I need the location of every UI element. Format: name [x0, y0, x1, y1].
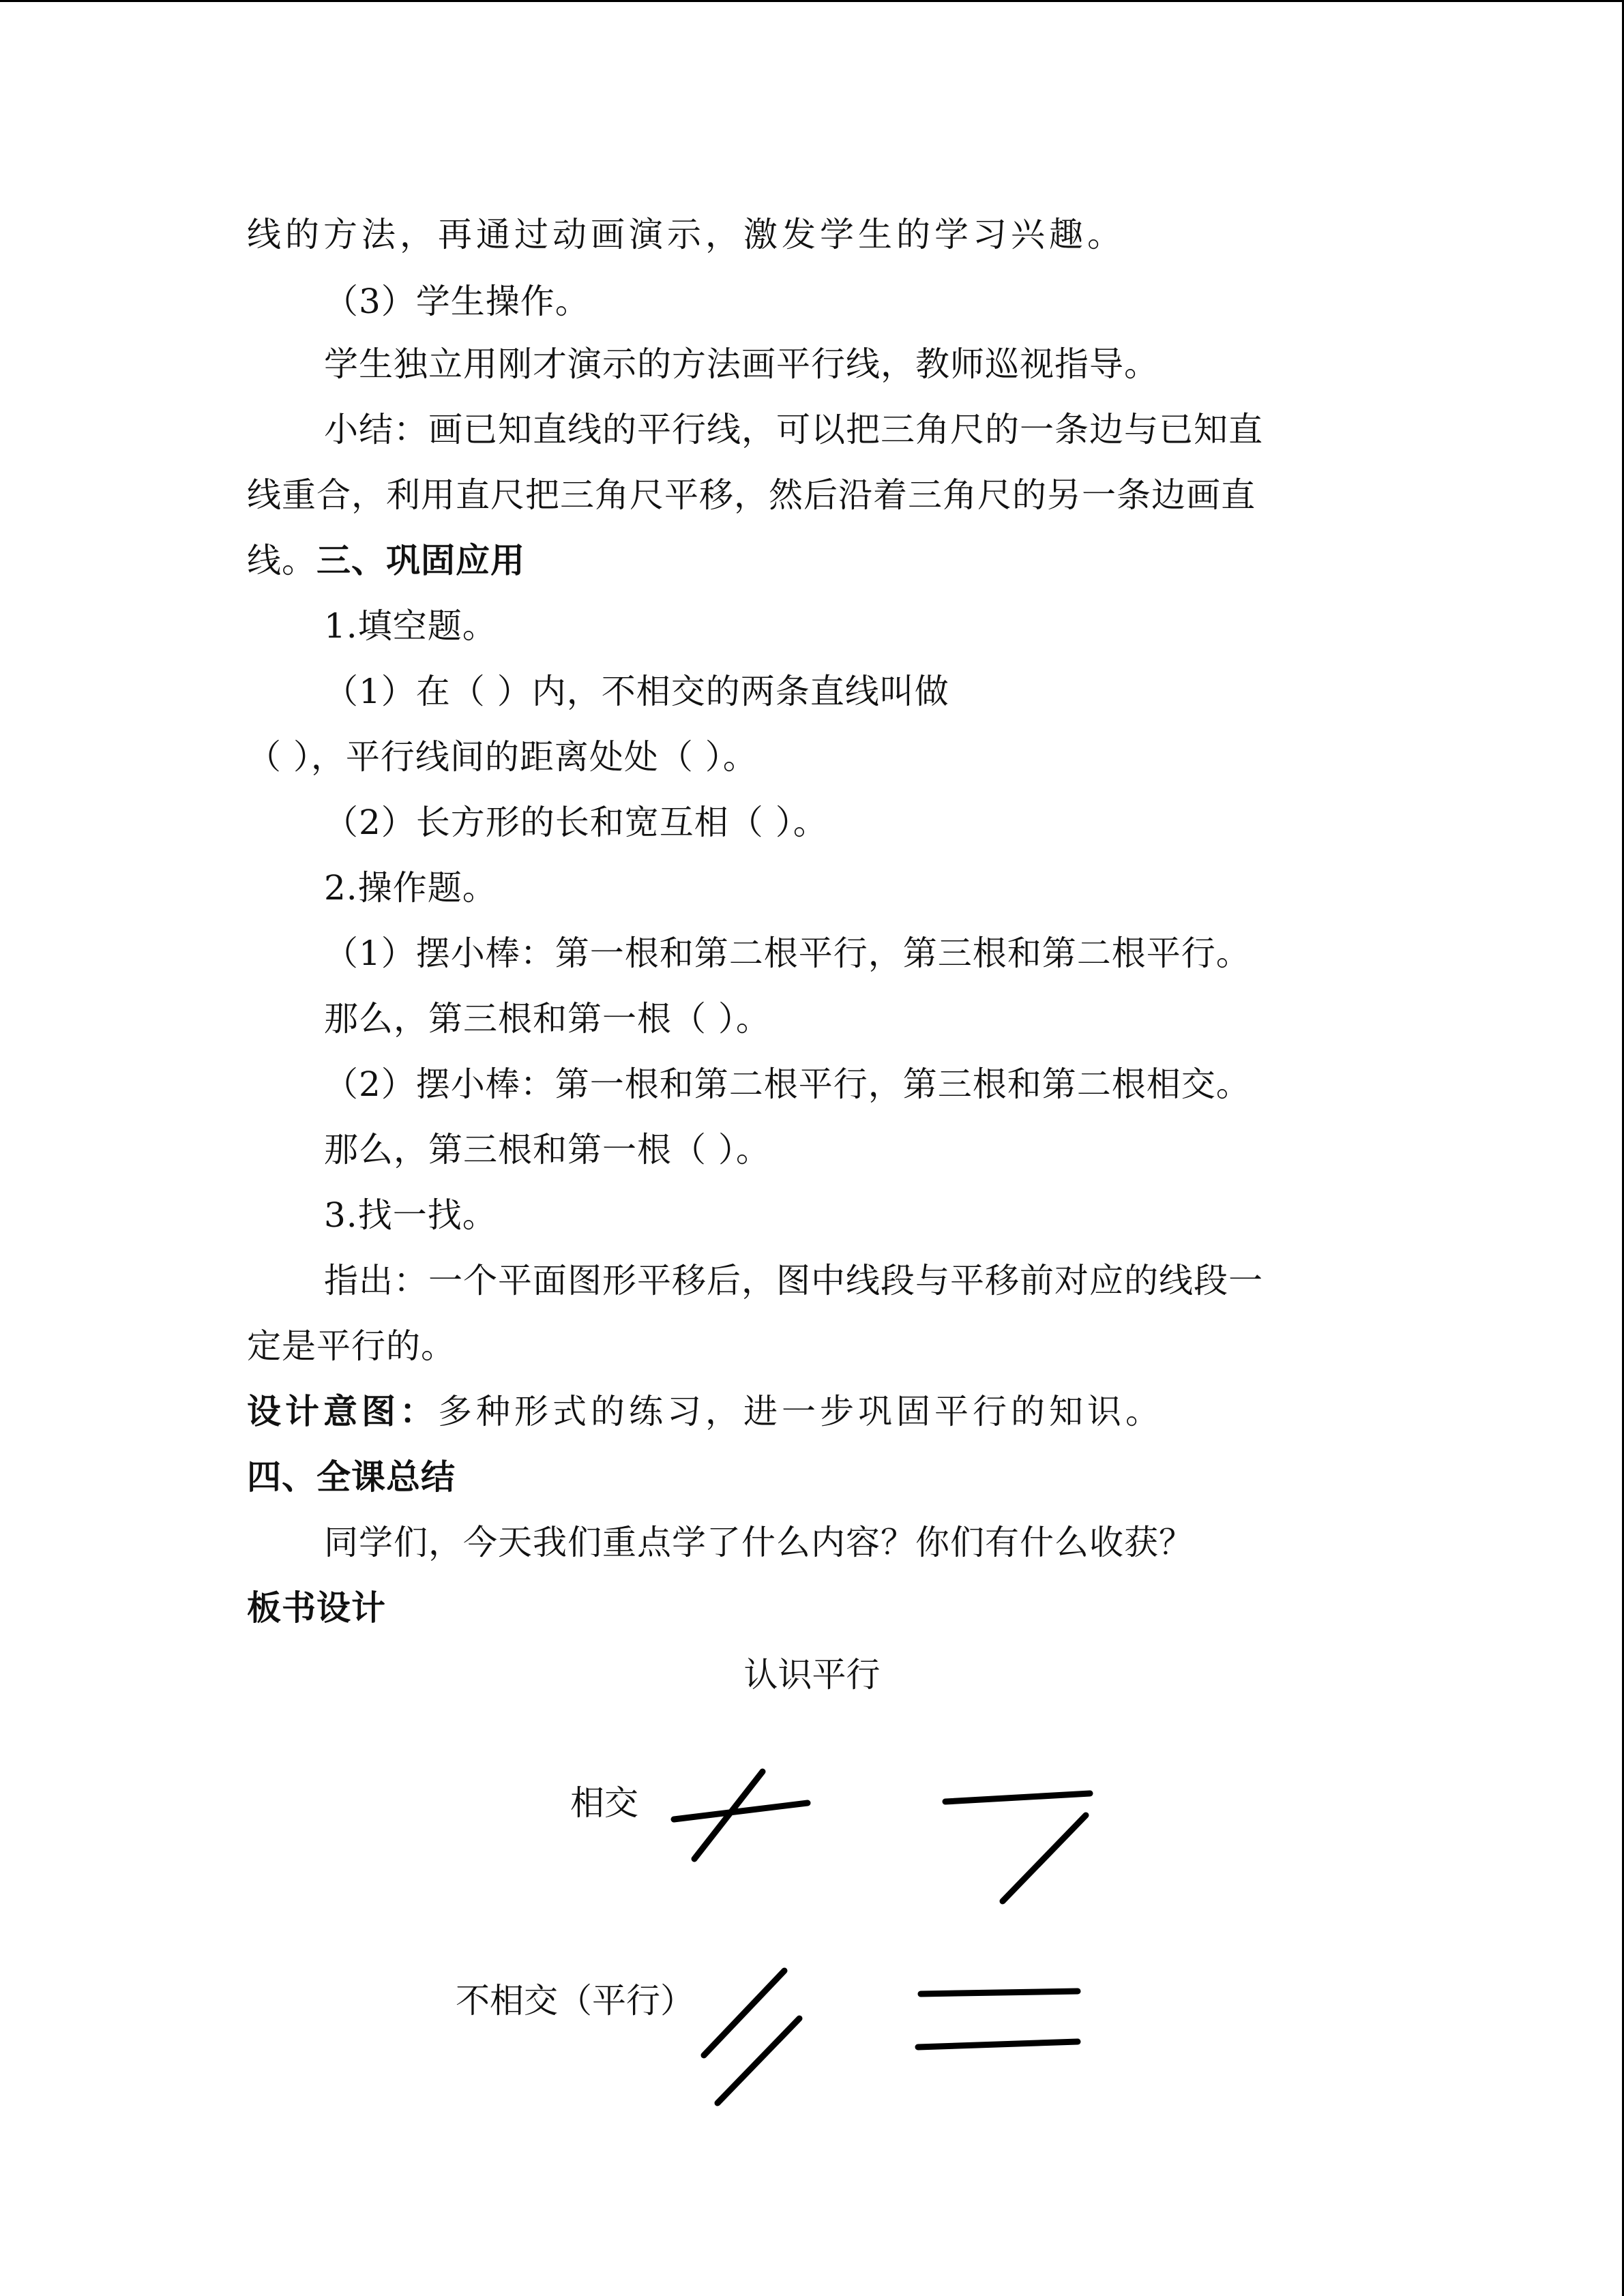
intersect-line-d [1003, 1815, 1086, 1901]
text-line: 线重合，利用直尺把三角尺平移，然后沿着三角尺的另一条边画直 [247, 475, 1256, 515]
text-line: 3.找一找。 [324, 1195, 497, 1235]
text-line: 同学们，今天我们重点学了什么内容？你们有什么收获？ [324, 1523, 1194, 1562]
intersect-line-c [945, 1793, 1090, 1802]
section-heading: 三、巩固应用 [316, 540, 525, 580]
text-line: 指出：一个平面图形平移后，图中线段与平移前对应的线段一 [324, 1261, 1263, 1300]
text-line: （2）长方形的长和宽互相（ ）。 [324, 803, 828, 842]
design-intent-text: 多种形式的练习，进一步巩固平行的知识。 [438, 1392, 1164, 1431]
text-line: 小结：画已知直线的平行线，可以把三角尺的一条边与已知直 [324, 410, 1263, 449]
section-heading: 板书设计 [247, 1587, 386, 1628]
text-line: 2.操作题。 [324, 868, 497, 908]
text-line: （1）摆小棒：第一根和第二根平行，第三根和第二根平行。 [324, 934, 1251, 973]
text-line: 学生独立用刚才演示的方法画平行线，教师巡视指导。 [324, 344, 1159, 384]
intersect-line-a [674, 1803, 808, 1819]
intersect-label: 相交 [570, 1783, 638, 1823]
text-line: 那么，第三根和第一根（ ）。 [324, 999, 771, 1039]
text-line: 那么，第三根和第一根（ ）。 [324, 1130, 771, 1169]
board-title: 认识平行 [743, 1655, 881, 1695]
text-line: （2）摆小棒：第一根和第二根平行，第三根和第二根相交。 [324, 1064, 1251, 1104]
text-fragment: 线。 [247, 541, 316, 580]
section-heading: 四、全课总结 [247, 1457, 456, 1497]
design-intent-label: 设计意图： [247, 1391, 438, 1431]
parallel-line-c [921, 1991, 1078, 1994]
parallel-label: 不相交（平行） [456, 1981, 694, 2021]
text-line: （3）学生操作。 [324, 282, 590, 321]
text-line: （1）在（ ）内，不相交的两条直线叫做 [324, 672, 949, 711]
text-line: 定是平行的。 [247, 1326, 456, 1366]
parallel-line-d [918, 2042, 1078, 2047]
text-line: 1.填空题。 [324, 606, 497, 646]
text-line: 线的方法，再通过动画演示，激发学生的学习兴趣。 [247, 215, 1125, 254]
text-line: （ ），平行线间的距离处处（ ）。 [247, 737, 758, 777]
